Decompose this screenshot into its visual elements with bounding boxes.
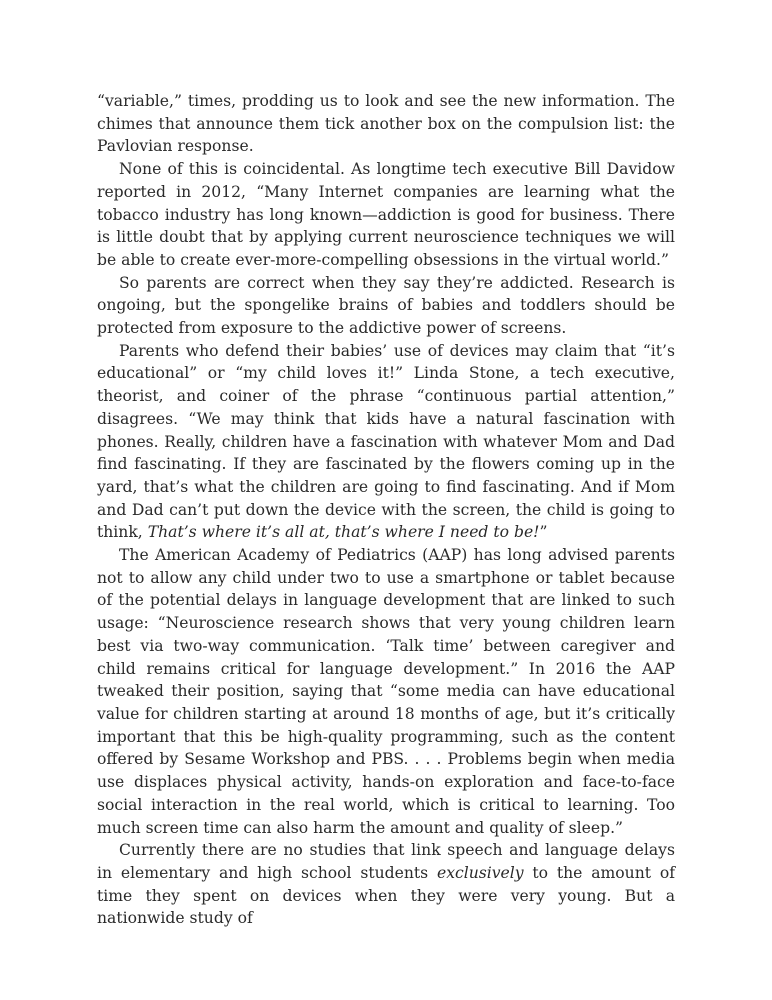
paragraph-4 <box>97 340 675 544</box>
paragraph-5 <box>97 544 675 839</box>
paragraph-text: “variable,” times, prodding us to look and see the new information. The chimes that announce them tick another box on the compulsion list: the Pavlovian response. <box>97 92 675 156</box>
paragraph-6 <box>97 839 675 930</box>
paragraph-text: So parents are correct when they say they’re addicted. Research is ongoing, but the spongelike brains of babies and toddlers should be protected from exposure to the addictive power of screens. <box>97 273 675 338</box>
italic-quote: That’s where it’s all at, that’s where I need to be! <box>147 523 540 542</box>
paragraph-text-continued: to the amount of time they spent on devices when they were very young. But a nationwide study of <box>97 863 675 928</box>
paragraph-text: None of this is coincidental. As longtime tech executive Bill Davidow reported in 2012, “Many Internet companies are learning what the tobacco industry has long known—addiction is good for business. There is little doubt that by applying current neuroscience techniques we will be able to create ever-more-compelling obsessions in the virtual world.” <box>97 160 675 269</box>
paragraph-2 <box>97 158 675 272</box>
document-page <box>97 90 675 930</box>
paragraph-3 <box>97 272 675 340</box>
paragraph-1 <box>97 90 675 158</box>
closing-quote: ” <box>539 523 548 542</box>
italic-emphasis: exclusively <box>436 863 524 882</box>
paragraph-text: Parents who defend their babies’ use of devices may claim that “it’s educational” or “my child loves it!” Linda Stone, a tech executive, theorist, and coiner of the phrase “continuous partial attention,” disagrees. “We may think that kids have a natural fascination with phones. Really, children have a fascination with whatever Mom and Dad find fascinating. If they are fascinated by the flowers coming up in the yard, that’s what the children are going to find fascinating. And if Mom and Dad can’t put down the device with the screen, the child is going to think, <box>97 341 675 542</box>
paragraph-text: Currently there are no studies that link speech and language delays in elementary and high school students <box>97 841 675 882</box>
paragraph-text: The American Academy of Pediatrics (AAP) has long advised parents not to allow any child under two to use a smartphone or tablet because of the potential delays in language development that are linked to such usage: “Neuroscience research shows that very young children learn best via two-way communication. ‘Talk time’ between caregiver and child remains critical for language development.” In 2016 the AAP tweaked their position, saying that “some media can have educational value for children starting at around 18 months of age, but it’s critically important that this be high-quality programming, such as the content offered by Sesame Workshop and PBS. . . . Problems begin when media use displaces physical activity, hands-on exploration and face-to-face social interaction in the real world, which is critical to learning. Too much screen time can also harm the amount and quality of sleep.” <box>97 546 675 837</box>
